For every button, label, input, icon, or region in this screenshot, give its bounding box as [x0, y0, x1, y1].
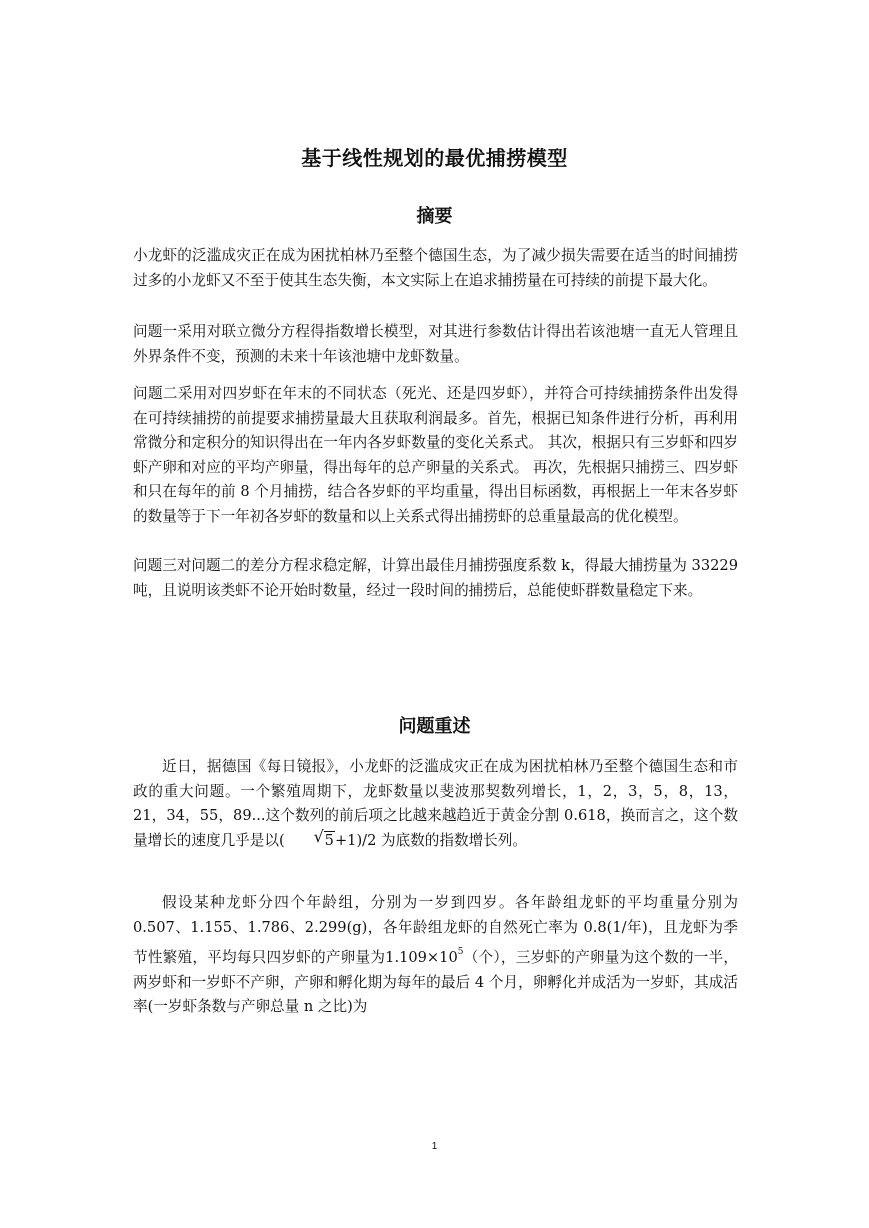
restatement-text: （个），三岁虾的产卵量为这个数的一半，两岁虾和一岁虾不产卵，产卵和孵化期为每年的最后 4 个月，卵孵化并成活为一岁虾，其成活率(一岁虾条数与产卵总量 n 之比)为 — [133, 949, 738, 1015]
restatement-paragraph — [133, 755, 738, 853]
abstract-paragraph: 问题三对问题二的差分方程求稳定解，计算出最佳月捕捞强度系数 k，得最大捕捞量为 33229 吨，且说明该类虾不论开始时数量，经过一段时间的捕捞后，总能使虾群数量稳定下来。 — [133, 557, 738, 599]
paper-title: 基于线性规划的最优捕捞模型 — [301, 146, 568, 170]
egg-count-formula: $1.109\times 10^5$ — [385, 947, 464, 966]
sqrt-symbol: √ 5 — [313, 826, 334, 849]
golden-ratio-formula: ( √ 5+1) — [279, 832, 362, 849]
abstract-paragraph: 小龙虾的泛滥成灾正在成为困扰柏林乃至整个德国生态，为了减少损失需要在适当的时间捕捞过多的小龙虾又不至于使其生态失衡，本文实际上在追求捕捞量在可持续的前提下最大化。 — [133, 247, 738, 289]
restatement-text: 近日，据德国《每日镜报》，小龙虾的泛滥成灾正在成为困扰柏林乃至整个德国生态和市政的重大问题。一个繁殖周期下，龙虾数量以斐波那契数列增长，1，2，3，5，8，13，21，34，55，89...这个数列的前后项之比越来越趋近于黄金分割 0.618，换而言之，这个数量增长的速度几乎是以 — [133, 758, 738, 849]
page-number: 1 — [431, 1141, 438, 1152]
abstract-paragraph: 问题一采用对联立微分方程得指数增长模型，对其进行参数估计得出若该池塘一直无人管理且外界条件不变，预测的未来十年该池塘中龙虾数量。 — [133, 323, 738, 365]
restatement-text: 假设某种龙虾分四个年龄组，分别为一岁到四岁。各年龄组龙虾的平均重量分别为 0.507、1.155、1.786、2.299(g)，各年龄组龙虾的自然死亡率为 0.8(1/年)，且龙虾为季节性繁殖，平均每只四岁虾的产卵量为 — [133, 894, 738, 966]
restatement-paragraph — [133, 891, 738, 1020]
restatement-heading: 问题重述 — [398, 716, 471, 737]
abstract-heading: 摘要 — [416, 206, 453, 227]
restatement-text: /2 为底数的指数增长列。 — [362, 831, 527, 849]
abstract-paragraph: 问题二采用对四岁虾在年末的不同状态（死光、还是四岁虾），并符合可持续捕捞条件出发得在可持续捕捞的前提要求捕捞量最大且获取利润最多。首先，根据已知条件进行分析，再利用常微分和定积分的知识得出在一年内各岁虾数量的变化关系式。 其次，根据只有三岁虾和四岁虾产卵和对应的平均产卵量，得出每年的总产卵量的关系式。 再次，先根据只捕捞三、四岁虾和只在每年的前 8 个月捕捞，结合各岁虾的平均重量，得出目标函数，再根据上一年末各岁虾的数量等于下一年初各岁虾的数量和以上关系式得出捕捞虾的总重量最高的优化模型。 — [133, 385, 738, 525]
